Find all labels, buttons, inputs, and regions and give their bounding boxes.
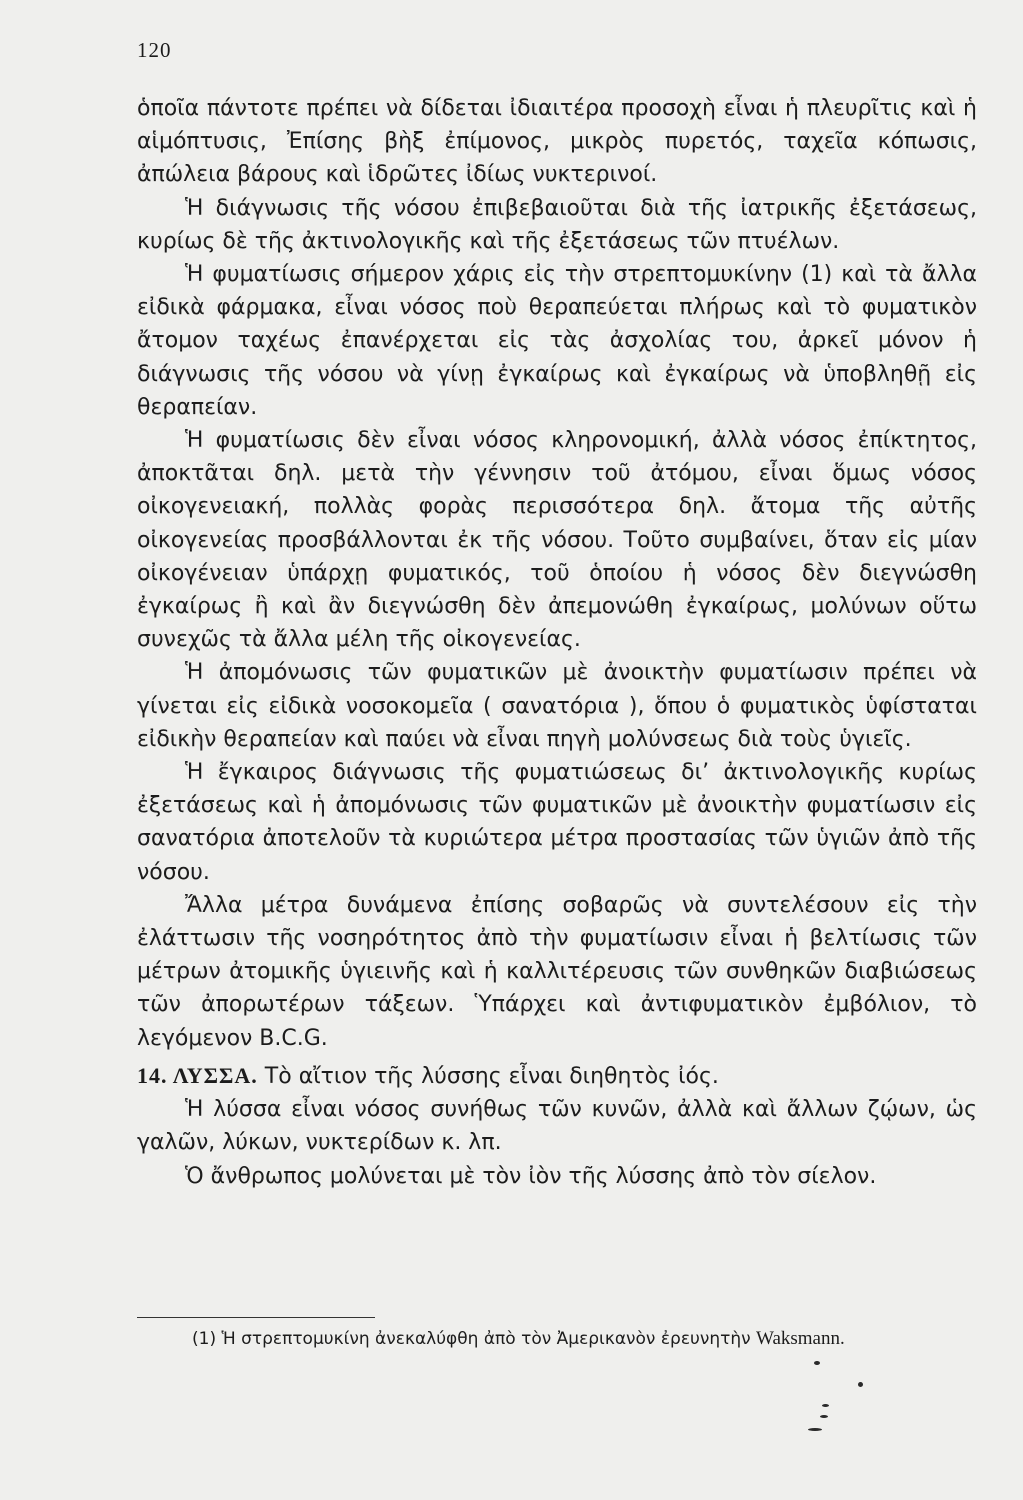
section-paragraph-1: Ἡ λύσσα εἶναι νόσος συνήθως τῶν κυνῶν, ἀλλὰ καὶ ἄλλων ζῴων, ὡς γαλῶν, λύκων, νυκτερίδων κ. λπ. bbox=[137, 1097, 977, 1156]
footnote-text: (1) Ἡ στρεπτομυκίνη ἀνεκαλύφθη ἀπὸ τὸν Ἀμερικανὸν ἐρευνητὴν bbox=[192, 1329, 751, 1349]
footnote bbox=[137, 1326, 977, 1352]
paragraph-6: Ἡ ἔγκαιρος διάγνωσις τῆς φυματιώσεως δι’ ἀκτινολογικῆς κυρίως ἐξετάσεως καὶ ἡ ἀπομόνωσις τῶν φυματικῶν μὲ ἀνοικτὴν φυματίωσιν εἰς σανατόρια ἀποτελοῦν τὰ κυριώτερα μέτρα προστασίας τῶν ὑγιῶν ἀπὸ τῆς νόσου. bbox=[137, 760, 977, 885]
page-number: 120 bbox=[137, 38, 172, 62]
paragraph-2: Ἡ διάγνωσις τῆς νόσου ἐπιβεβαιοῦται διὰ τῆς ἰατρικῆς ἐξετάσεως, κυρίως δὲ τῆς ἀκτινολογικῆς καὶ τῆς ἐξετάσεως τῶν πτυέλων. bbox=[137, 195, 977, 254]
paragraph-3: Ἡ φυματίωσις σήμερον χάρις εἰς τὴν στρεπτομυκίνην (1) καὶ τὰ ἄλλα εἰδικὰ φάρμακα, εἶναι νόσος ποὺ θεραπεύεται πλήρως καὶ τὸ φυματικὸν ἄτομον ταχέως ἐπανέρχεται εἰς τὰς ἀσχολίας του, ἀρκεῖ μόνον ἡ διάγνωσις τῆς νόσου νὰ γίνῃ ἐγκαίρως καὶ ἐγκαίρως νὰ ὑποβληθῇ εἰς θεραπείαν. bbox=[137, 262, 977, 420]
section-paragraph-2: Ὁ ἄνθρωπος μολύνεται μὲ τὸν ἰὸν τῆς λύσσης ἀπὸ τὸν σίελον. bbox=[185, 1163, 877, 1189]
main-text bbox=[137, 92, 977, 1193]
ink-speck bbox=[822, 1404, 829, 1407]
paragraph-5: Ἡ ἀπομόνωσις τῶν φυματικῶν μὲ ἀνοικτὴν φυματίωσιν πρέπει νὰ γίνεται εἰς εἰδικὰ νοσοκομεῖα ( σανατόρια ), ὅπου ὁ φυματικὸς ὑφίσταται εἰδικὴν θεραπείαν καὶ παύει νὰ εἶναι πηγὴ μολύνσεως διὰ τοὺς ὑγιεῖς. bbox=[137, 660, 977, 752]
ink-speck bbox=[808, 1428, 822, 1431]
section-intro-text: Τὸ αἴτιον τῆς λύσσης εἶναι διηθητὸς ἰός. bbox=[264, 1063, 719, 1089]
ink-speck bbox=[858, 1382, 863, 1387]
section-heading-paragraph bbox=[137, 1059, 977, 1093]
section-label: 14. ΛΥΣΣΑ. bbox=[137, 1062, 258, 1088]
paragraph-1: ὁποῖα πάντοτε πρέπει νὰ δίδεται ἰδιαιτέρα προσοχὴ εἶναι ἡ πλευρῖτις καὶ ἡ αἱμόπτυσις, Ἐπίσης βὴξ ἐπίμονος, μικρὸς πυρετός, ταχεῖα κόπωσις, ἀπώλεια βάρους καὶ ἱδρῶτες ἰδίως νυκτερινοί. bbox=[137, 96, 977, 188]
paragraph-7: Ἄλλα μέτρα δυνάμενα ἐπίσης σοβαρῶς νὰ συντελέσουν εἰς τὴν ἐλάττωσιν τῆς νοσηρότητος ἀπὸ τὴν φυματίωσιν εἶναι ἡ βελτίωσις τῶν μέτρων ἀτομικῆς ὑγιεινῆς καὶ ἡ καλλιτέρευσις τῶν συνθηκῶν διαβιώσεως τῶν ἀπορωτέρων τάξεων. Ὑπάρχει καὶ ἀντιφυματικὸν ἐμβόλιον, τὸ λεγόμενον B.C.G. bbox=[137, 892, 977, 1051]
footnote-divider bbox=[137, 1317, 375, 1318]
ink-speck bbox=[814, 1361, 820, 1365]
footnote-name: Waksmann. bbox=[756, 1328, 845, 1349]
ink-speck bbox=[820, 1415, 828, 1418]
paragraph-4: Ἡ φυματίωσις δὲν εἶναι νόσος κληρονομική, ἀλλὰ νόσος ἐπίκτητος, ἀποκτᾶται δηλ. μετὰ τὴν γέννησιν τοῦ ἀτόμου, εἶναι ὅμως νόσος οἰκογενειακή, πολλὰς φορὰς περισσότερα δηλ. ἄτομα τῆς αὐτῆς οἰκογενείας προσβάλλονται ἐκ τῆς νόσου. Τοῦτο συμβαίνει, ὅταν εἰς μίαν οἰκογένειαν ὑπάρχῃ φυματικός, τοῦ ὁποίου ἡ νόσος δὲν διεγνώσθη ἐγκαίρως ἢ καὶ ἂν διεγνώσθη δὲν ἀπεμονώθη ἐγκαίρως, μολύνων οὕτω συνεχῶς τὰ ἄλλα μέλη τῆς οἰκογενείας. bbox=[137, 428, 977, 653]
